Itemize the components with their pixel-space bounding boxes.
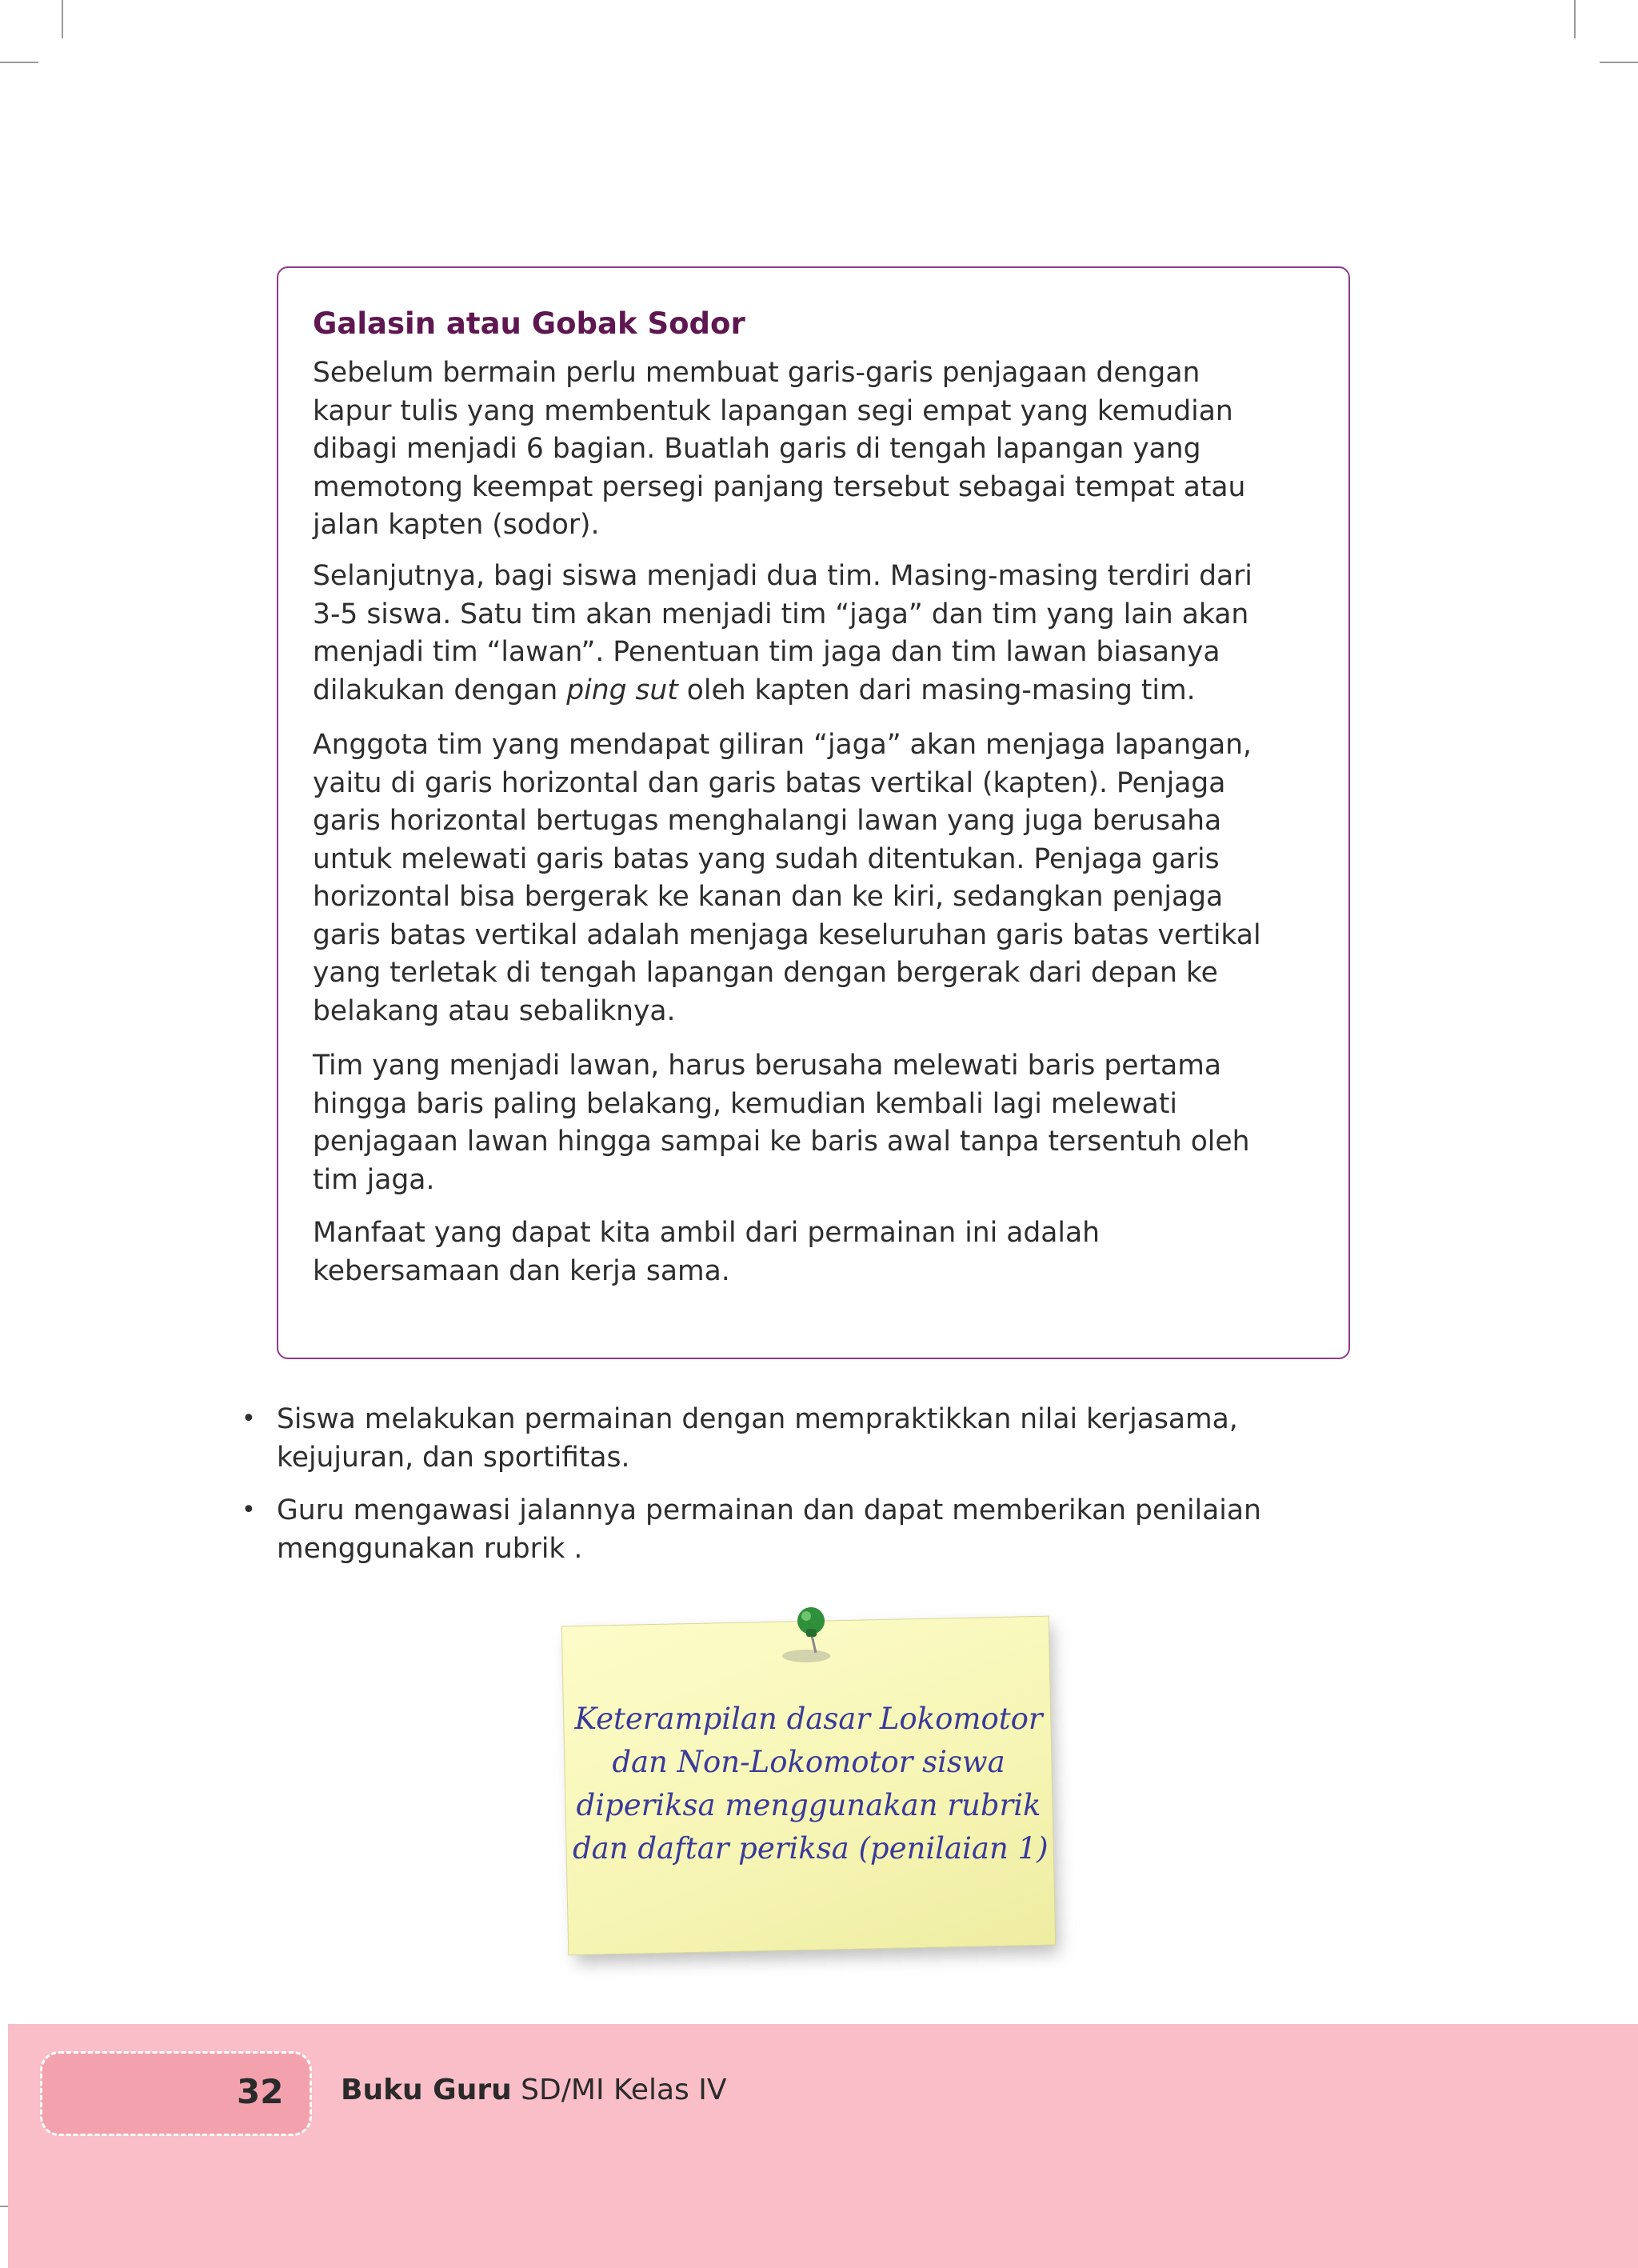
text-line: yaitu di garis horizontal dan garis batas vertikal (kapten). Penjaga	[313, 766, 1226, 799]
bullet-item	[242, 1400, 1380, 1477]
paragraph-3	[313, 726, 1320, 1030]
text-line: kejujuran, dan sportifitas.	[277, 1442, 630, 1474]
text-line: Selanjutnya, bagi siswa menjadi dua tim. Masing-masing terdiri dari	[313, 560, 1252, 592]
crop-mark	[0, 62, 38, 63]
text-line: kapur tulis yang membentuk lapangan segi empat yang kemudian	[313, 394, 1233, 427]
text-line: dibagi menjadi 6 bagian. Buatlah garis di tengah lapangan yang	[313, 433, 1201, 465]
text-line: Anggota tim yang mendapat giliran “jaga” akan menjaga lapangan,	[313, 729, 1252, 761]
crop-mark	[1600, 62, 1638, 63]
page-number: 32	[237, 2072, 284, 2111]
text-segment: dilakukan dengan	[313, 674, 567, 706]
text-line: Tim yang menjadi lawan, harus berusaha melewati baris pertama	[313, 1050, 1222, 1082]
text-line: Manfaat yang dapat kita ambil dari permainan ini adalah	[313, 1217, 1100, 1249]
text-line: untuk melewati garis batas yang sudah ditentukan. Penjaga garis	[313, 842, 1220, 875]
bullet-item	[242, 1491, 1380, 1568]
text-line: tim jaga.	[313, 1163, 435, 1196]
text-line: hingga baris paling belakang, kemudian kembali lagi melewati	[313, 1087, 1177, 1120]
text-line-mixed	[313, 672, 1320, 710]
sticky-note-text	[573, 1698, 1049, 1870]
book-title	[341, 2074, 726, 2106]
text-line: Siswa melakukan permainan dengan mempraktikkan nilai kerjasama,	[277, 1403, 1238, 1435]
book-title-bold: Buku Guru	[341, 2074, 512, 2106]
italic-term: ping sut	[566, 674, 678, 706]
green-pushpin-icon	[760, 1597, 848, 1674]
text-line: garis batas vertikal adalah menjaga keseluruhan garis batas vertikal	[313, 918, 1261, 951]
text-line: Guru mengawasi jalannya permainan dan dapat memberikan penilaian	[277, 1494, 1261, 1526]
text-line: jalan kapten (sodor).	[313, 509, 600, 541]
text-line: garis horizontal bertugas menghalangi lawan yang juga berusaha	[313, 805, 1222, 837]
paragraph-2	[313, 558, 1320, 710]
bullet-dot: •	[242, 1496, 256, 1524]
paragraph-5	[313, 1214, 1320, 1290]
text-line: memotong keempat persegi panjang tersebut sebagai tempat atau	[313, 470, 1246, 503]
text-segment: oleh kapten dari masing-masing tim.	[677, 674, 1196, 706]
bullet-dot: •	[242, 1405, 256, 1433]
book-title-rest: SD/MI Kelas IV	[511, 2074, 727, 2106]
crop-mark	[62, 0, 63, 38]
text-line: 3-5 siswa. Satu tim akan menjadi tim “jaga” dan tim yang lain akan	[313, 598, 1249, 630]
text-line: yang terletak di tengah lapangan dengan bergerak dari depan ke	[313, 957, 1218, 989]
text-line: belakang atau sebaliknya.	[313, 994, 676, 1027]
text-line: horizontal bisa bergerak ke kanan dan ke kiri, sedangkan penjaga	[313, 881, 1224, 913]
text-line: kebersamaan dan kerja sama.	[313, 1254, 730, 1287]
text-line: penjagaan lawan hingga sampai ke baris awal tanpa tersentuh oleh	[313, 1126, 1250, 1158]
crop-mark	[1574, 0, 1576, 38]
paragraph-1	[313, 354, 1320, 545]
paragraph-4	[313, 1047, 1320, 1199]
note-line: diperiksa menggunakan rubrik	[576, 1788, 1041, 1822]
text-line: menggunakan rubrik .	[277, 1533, 583, 1565]
note-line: dan daftar periksa (penilaian 1)	[573, 1831, 1049, 1866]
note-line: dan Non-Lokomotor siswa	[612, 1745, 1005, 1779]
box-title: Galasin atau Gobak Sodor	[313, 306, 745, 341]
text-line: menjadi tim “lawan”. Penentuan tim jaga dan tim lawan biasanya	[313, 636, 1221, 668]
note-line: Keterampilan dasar Lokomotor	[574, 1702, 1043, 1736]
text-line: Sebelum bermain perlu membuat garis-garis penjagaan dengan	[313, 357, 1201, 389]
